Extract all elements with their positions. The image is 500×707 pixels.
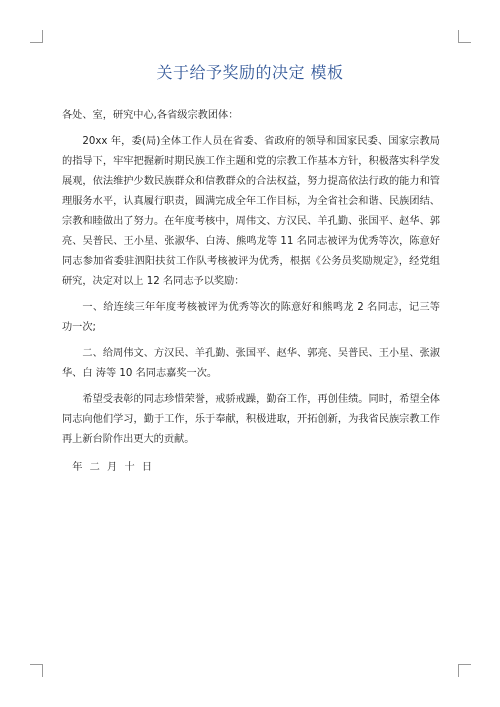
crop-mark-bottom-left: [30, 664, 43, 677]
paragraph-award-two: 二、给周伟文、方汉民、羊孔勤、张国平、赵华、郭亮、吴普民、王小星、张淑华、白 涛等 10 名同志嘉奖一次。: [62, 348, 440, 379]
document-date: 年 二 月 十 日: [72, 462, 155, 473]
salutation: 各处、室，研究中心,各省级宗教团体：: [62, 110, 239, 121]
document-title: 关于给予奖励的决定 模板: [156, 63, 344, 82]
paragraph-intro: 20xx 年，委(局)全体工作人员在省委、省政府的领导和国家民委、国家宗教局的指导下，牢牢把握新时期民族工作主题和党的宗教工作基本方针，积极落实科学发展观，依法维护少数民族群众和信教群众的合法权益，努力提高依法行政的能力和管理服务水平，认真履行职责，圆满完成全年工作目标，为全省社会和谐、民族团结、宗教和睦做出了努力。在年度考核中，周伟文、方汉民、羊孔勤、张国平、赵华、郭亮、吴普民、王小星、张淑华、白涛、熊鸣龙等 11 名同志被评为优秀等次，陈意好同志参加省委驻泗阳扶贫工作队考核被评为优秀，根据《公务员奖励规定》，经党组研究，决定对以上 12 名同志予以奖励：: [62, 136, 440, 287]
crop-mark-top-right: [458, 30, 471, 43]
paragraph-closing: 希望受表彰的同志珍惜荣誉，戒骄戒躁，勤奋工作，再创佳绩。同时，希望全体同志向他们学习，勤于工作，乐于奉献，积极进取，开拓创新，为我省民族宗教工作再上新台阶作出更大的贡献。: [62, 394, 440, 445]
crop-mark-bottom-right: [458, 664, 471, 677]
document-body: [62, 106, 440, 484]
paragraph-award-one: 一、给连续三年年度考核被评为优秀等次的陈意好和熊鸣龙 2 名同志，记三等功一次;: [62, 302, 440, 333]
crop-mark-top-left: [30, 30, 43, 43]
